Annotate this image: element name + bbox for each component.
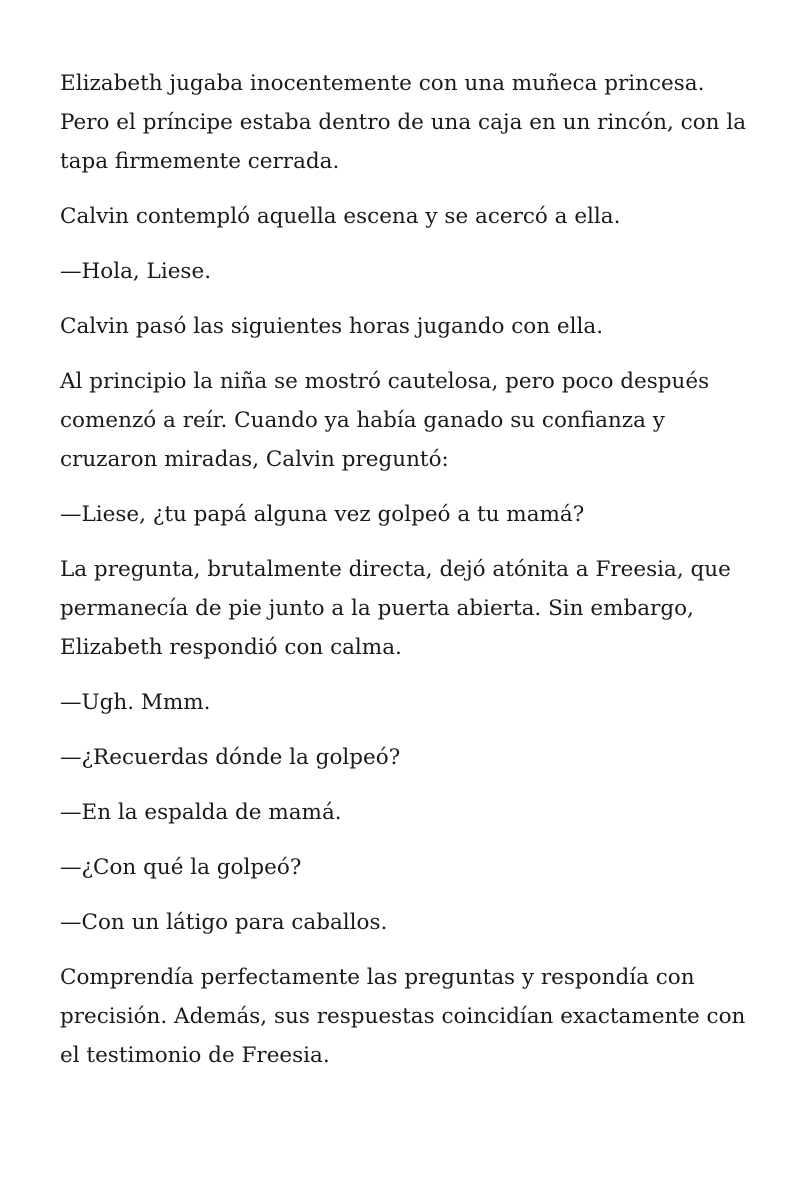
paragraph: La pregunta, brutalmente directa, dejó atónita a Freesia, que permanecía de pie junto a la puerta abierta. Sin embargo, Elizabeth respondió con calma. (60, 557, 731, 660)
paragraph: —¿Recuerdas dónde la golpeó? (60, 745, 401, 770)
paragraph: Al principio la niña se mostró cautelosa, pero poco después comenzó a reír. Cuando ya había ganado su confianza y cruzaron miradas, Calvin preguntó: (60, 369, 710, 472)
paragraph: —Ugh. Mmm. (60, 690, 211, 715)
paragraph: Calvin pasó las siguientes horas jugando con ella. (60, 314, 604, 339)
page-text (60, 64, 750, 1091)
paragraph: —Hola, Liese. (60, 259, 212, 284)
paragraph: —Liese, ¿tu papá alguna vez golpeó a tu mamá? (60, 502, 585, 527)
paragraph: —En la espalda de mamá. (60, 800, 342, 825)
paragraph: —Con un látigo para caballos. (60, 910, 388, 935)
paragraph: —¿Con qué la golpeó? (60, 855, 302, 880)
paragraph: Elizabeth jugaba inocentemente con una muñeca princesa. Pero el príncipe estaba dentro de una caja en un rincón, con la tapa firmemente cerrada. (60, 71, 747, 174)
paragraph: Calvin contempló aquella escena y se acercó a ella. (60, 204, 621, 229)
paragraph: Comprendía perfectamente las preguntas y respondía con precisión. Además, sus respuestas coincidían exactamente con el testimonio de Freesia. (60, 965, 746, 1068)
